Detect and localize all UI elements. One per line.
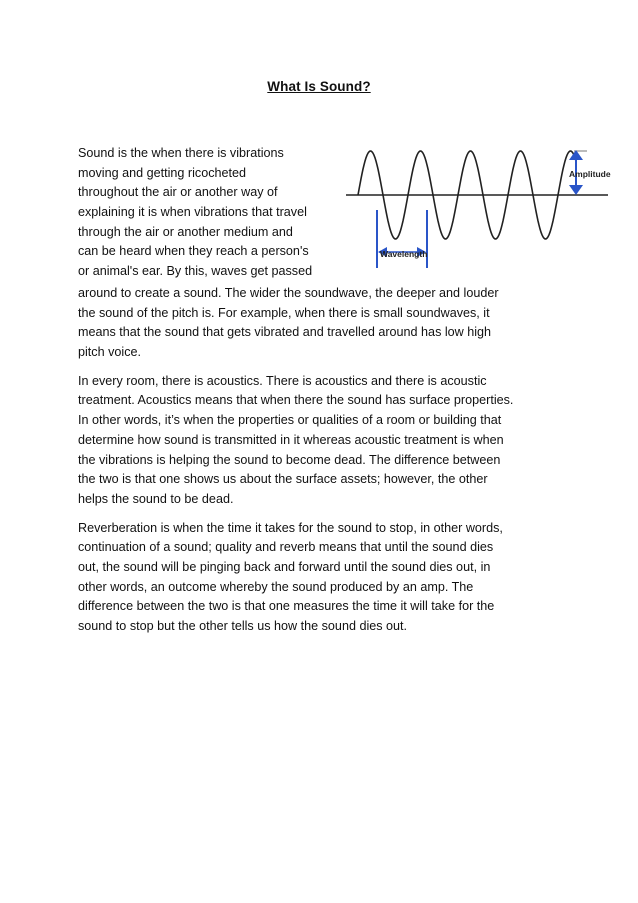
text-line: helps the sound to be dead. (78, 491, 234, 506)
text-line: treatment. Acoustics means that when there the sound has surface properties. (78, 393, 514, 408)
intro-text (78, 144, 348, 282)
text-line: continuation of a sound; quality and reverb means that until the sound dies (78, 540, 494, 555)
paragraph-sound-pitch (78, 284, 558, 363)
body-text (78, 284, 558, 646)
paragraph-acoustics (78, 372, 558, 510)
page-title: What Is Sound? (267, 79, 371, 94)
text-line: explaining it is when vibrations that travel (78, 205, 307, 220)
text-line: around to create a sound. The wider the soundwave, the deeper and louder (78, 286, 499, 300)
wave-diagram (343, 140, 618, 270)
text-line: Sound is the when there is vibrations (78, 146, 284, 160)
text-line: throughout the air or another way of (78, 185, 278, 200)
text-line: through the air or another medium and (78, 224, 293, 239)
amplitude-label: Amplitude (569, 169, 611, 179)
text-line: Reverberation is when the time it takes for the sound to stop, in other words, (78, 520, 503, 535)
text-line: the vibrations is helping the sound to become dead. The difference between (78, 452, 501, 467)
paragraph-reverberation (78, 519, 558, 637)
wavelength-label: Wavelength (380, 249, 428, 259)
text-line: or animal's ear. By this, waves get passed (78, 264, 313, 279)
text-line: sound to stop but the other tells us how the sound dies out. (78, 619, 408, 633)
text-line: the two is that one shows us about the surface assets; however, the other (78, 472, 488, 487)
text-line: In other words, it’s when the properties or qualities of a room or building that (78, 413, 502, 428)
amplitude-arrowhead-down (569, 185, 583, 195)
text-line: the sound of the pitch is. For example, when there is small soundwaves, it (78, 305, 490, 320)
text-line: out, the sound will be pinging back and forward until the sound dies out, in (78, 559, 491, 574)
text-line: In every room, there is acoustics. There is acoustics and there is acoustic (78, 373, 487, 388)
text-line: difference between the two is that one measures the time it will take for the (78, 599, 495, 614)
text-line: can be heard when they reach a person's (78, 244, 309, 259)
text-line: determine how sound is transmitted in it whereas acoustic treatment is when (78, 432, 504, 447)
text-line: other words, an outcome whereby the sound produced by an amp. The (78, 579, 474, 594)
text-line: means that the sound that gets vibrated and travelled around has low high (78, 325, 492, 340)
text-line: moving and getting ricocheted (78, 165, 247, 180)
text-line: pitch voice. (78, 345, 141, 360)
